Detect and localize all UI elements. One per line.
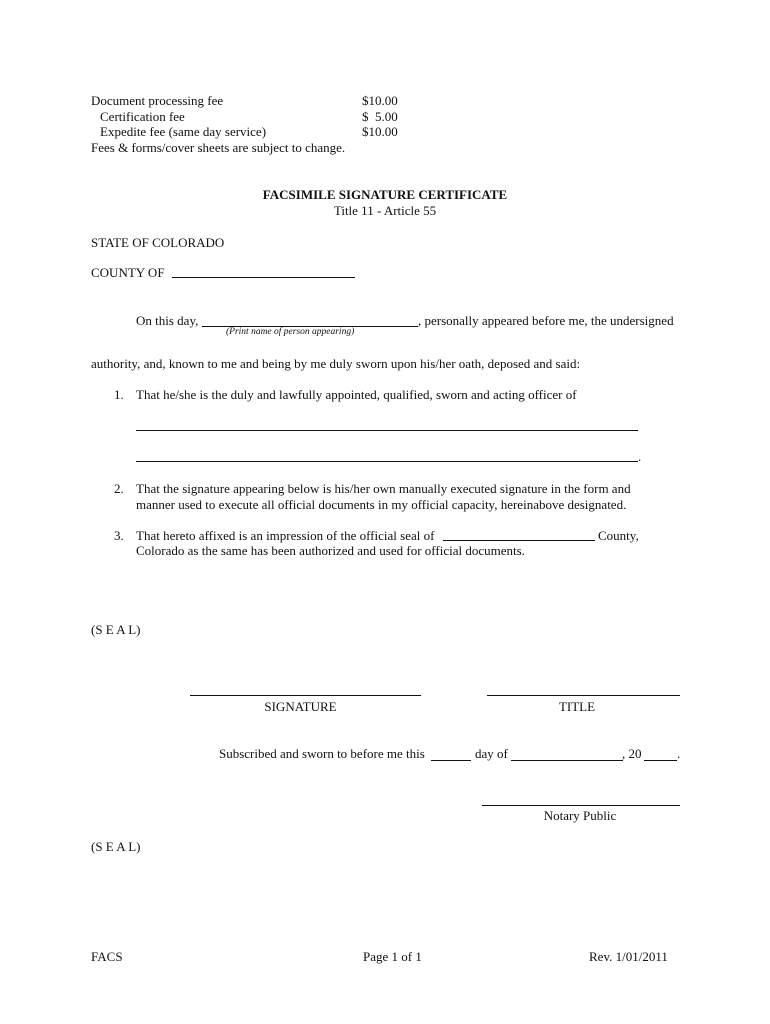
document-subtitle: Title 11 - Article 55 <box>333 203 437 218</box>
appearance-continuation: authority, and, known to me and being by me duly sworn upon his/her oath, deposed and said: <box>91 356 581 371</box>
seal-label-bottom: (S E A L) <box>91 839 141 854</box>
sworn-day-blank[interactable] <box>431 760 471 761</box>
sworn-prefix: Subscribed and sworn to before me this <box>219 746 425 761</box>
fee-amount-expedite: $10.00 <box>362 124 398 139</box>
sworn-end: . <box>677 746 681 761</box>
officer-blank-2[interactable] <box>136 461 638 462</box>
title-label: TITLE <box>558 699 596 714</box>
footer-form-code: FACS <box>91 949 123 964</box>
fee-label-expedite: Expedite fee (same day service) <box>100 124 267 139</box>
sworn-month-blank[interactable] <box>511 760 623 761</box>
item-1-number: 1. <box>114 387 124 402</box>
fee-notice: Fees & forms/cover sheets are subject to change. <box>91 140 346 155</box>
footer-page-number: Page 1 of 1 <box>363 949 422 964</box>
state-line: STATE OF COLORADO <box>91 235 225 250</box>
sworn-year-blank[interactable] <box>644 760 677 761</box>
fee-amount-certification: $ 5.00 <box>362 109 398 124</box>
fee-label-processing: Document processing fee <box>91 93 224 108</box>
item-2-text-line-1: That the signature appearing below is his/her own manually executed signature in the form and <box>136 481 631 496</box>
footer-revision: Rev. 1/01/2011 <box>589 949 668 964</box>
item-3-number: 3. <box>114 528 124 543</box>
seal-county-blank[interactable] <box>443 540 595 541</box>
county-label: COUNTY OF <box>91 265 165 280</box>
item-2-number: 2. <box>114 481 124 496</box>
document-title: FACSIMILE SIGNATURE CERTIFICATE <box>262 187 508 202</box>
appearance-suffix: , personally appeared before me, the undersigned <box>418 313 674 328</box>
seal-label-top: (S E A L) <box>91 622 141 637</box>
item-2-text-line-2: manner used to execute all official documents in my official capacity, hereinabove designated. <box>136 497 627 512</box>
county-blank[interactable] <box>172 277 355 278</box>
item-3-text-line-2: Colorado as the same has been authorized and used for official documents. <box>136 543 525 558</box>
item-3-text-prefix: That hereto affixed is an impression of the official seal of <box>136 528 435 543</box>
title-line[interactable] <box>487 695 680 696</box>
sworn-year-prefix: , 20 <box>622 746 642 761</box>
sworn-day-of: day of <box>475 746 508 761</box>
notary-label: Notary Public <box>543 808 617 823</box>
item-3-text-suffix: County, <box>598 528 639 543</box>
officer-blank-period: . <box>638 449 642 464</box>
signature-line[interactable] <box>190 695 421 696</box>
item-1-text: That he/she is the duly and lawfully appointed, qualified, sworn and acting officer of <box>136 387 577 402</box>
fee-amount-processing: $10.00 <box>362 93 398 108</box>
signature-label: SIGNATURE <box>264 699 337 714</box>
officer-blank-1[interactable] <box>136 430 638 431</box>
notary-line[interactable] <box>482 805 680 806</box>
appearance-prefix: On this day, <box>136 313 199 328</box>
person-name-hint: (Print name of person appearing) <box>226 327 355 337</box>
fee-label-certification: Certification fee <box>100 109 185 124</box>
